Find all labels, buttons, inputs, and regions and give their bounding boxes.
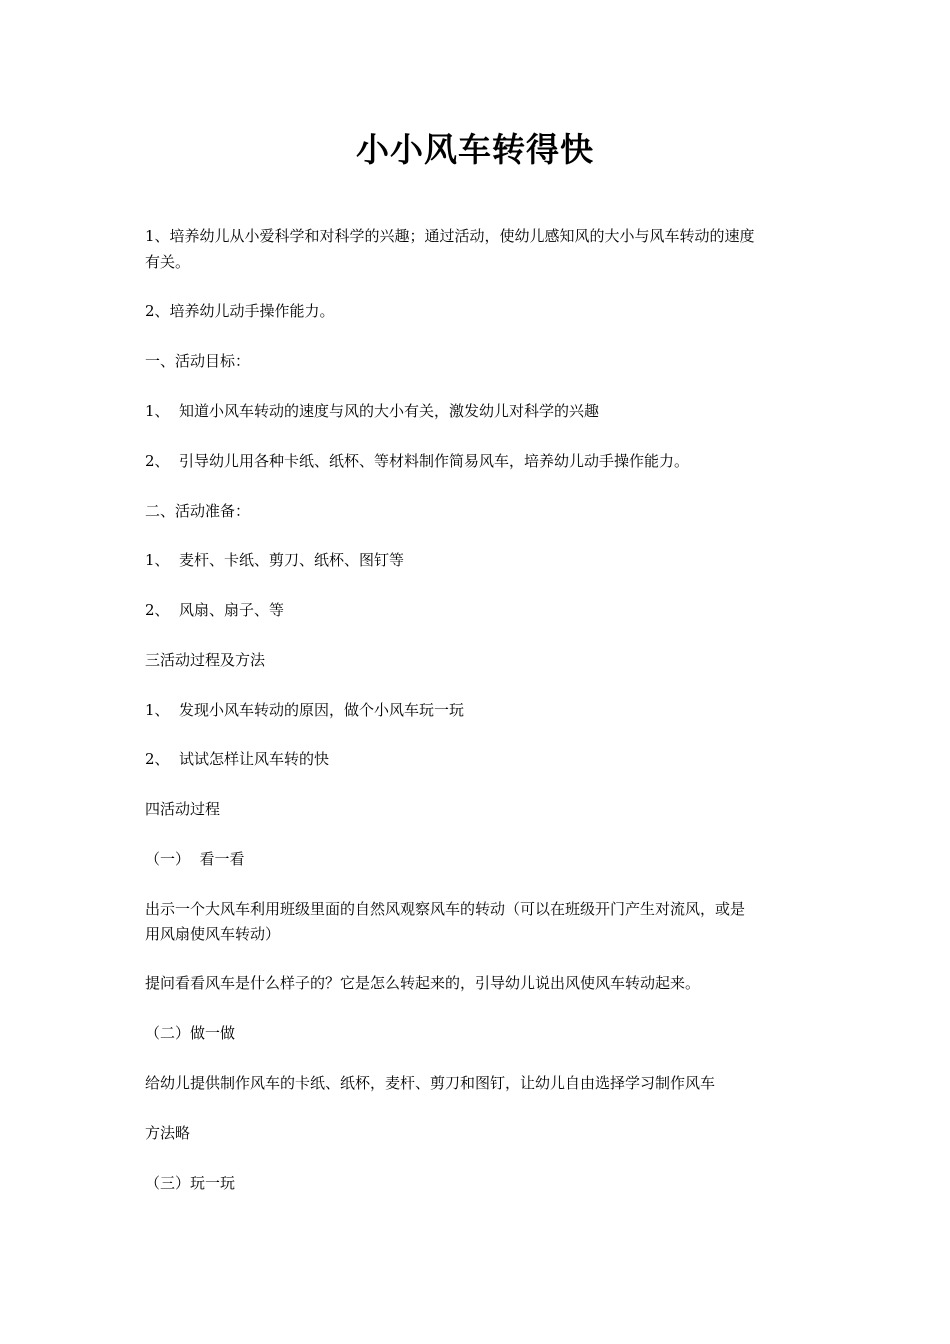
list-item-number: 1、 [145, 701, 170, 719]
intro-paragraph-1-line-2: 有关。 [145, 253, 191, 271]
list-item-number: 2、 [145, 750, 170, 768]
list-item-number: 2、 [145, 452, 170, 470]
paragraph-look-line-2: 用风扇使风车转动） [145, 925, 281, 943]
list-item-text: 麦杆、卡纸、剪刀、纸杯、图钉等 [179, 551, 405, 569]
section-heading-preparation: 二、活动准备： [145, 502, 251, 520]
paragraph-look-line-1: 出示一个大风车利用班级里面的自然风观察风车的转动（可以在班级开门产生对流风，或是 [145, 900, 746, 918]
list-item [145, 698, 810, 722]
document-title: 小小风车转得快 [356, 130, 594, 169]
list-item-number: 2、 [145, 601, 170, 619]
list-item-text: 风扇、扇子、等 [179, 601, 285, 619]
section-heading-goals: 一、活动目标： [145, 352, 251, 370]
list-item-text: 知道小风车转动的速度与风的大小有关，激发幼儿对科学的兴趣 [179, 402, 600, 420]
list-item-text: 试试怎样让风车转的快 [179, 750, 330, 768]
subsection-heading-make: （二）做一做 [145, 1024, 236, 1042]
paragraph-make: 给幼儿提供制作风车的卡纸、纸杯，麦杆、剪刀和图钉，让幼儿自由选择学习制作风车 [145, 1074, 716, 1092]
subsection-heading-look: （一） 看一看 [145, 850, 245, 868]
list-item [145, 598, 810, 622]
list-item-text: 引导幼儿用各种卡纸、纸杯、等材料制作简易风车，培养幼儿动手操作能力。 [179, 452, 690, 470]
intro-paragraph-1-line-1: 1、培养幼儿从小爱科学和对科学的兴趣；通过活动，使幼儿感知风的大小与风车转动的速度 [145, 227, 755, 245]
paragraph-question: 提问看看风车是什么样子的？它是怎么转起来的，引导幼儿说出风使风车转动起来。 [145, 974, 701, 992]
subsection-heading-play: （三）玩一玩 [145, 1174, 236, 1192]
list-item [145, 449, 810, 473]
list-item [145, 548, 810, 572]
list-item-text: 发现小风车转动的原因，做个小风车玩一玩 [179, 701, 465, 719]
list-item-number: 1、 [145, 402, 170, 420]
list-item [145, 747, 810, 771]
section-heading-process: 四活动过程 [145, 800, 221, 818]
section-heading-process-method: 三活动过程及方法 [145, 651, 266, 669]
intro-paragraph-2: 2、培养幼儿动手操作能力。 [145, 302, 335, 320]
list-item-number: 1、 [145, 551, 170, 569]
list-item [145, 399, 810, 423]
paragraph-method: 方法略 [145, 1124, 191, 1142]
